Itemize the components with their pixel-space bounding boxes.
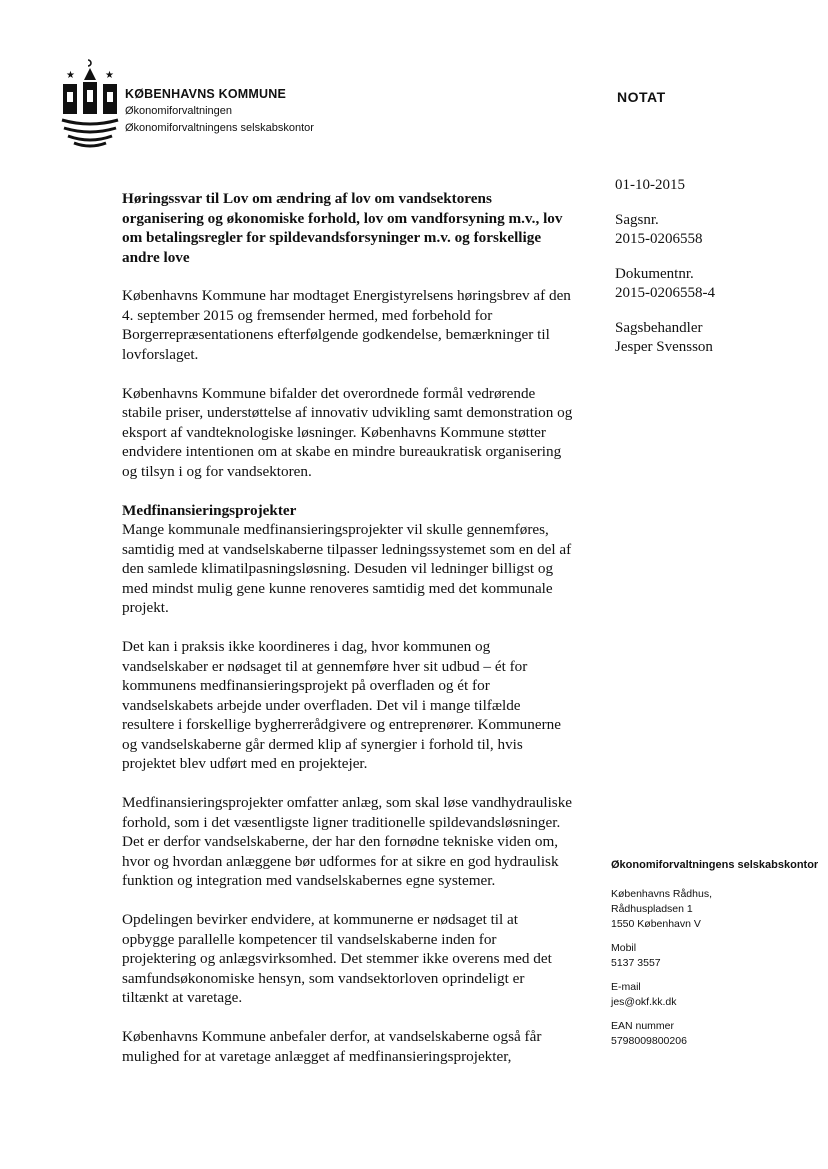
contact-address [611,887,818,932]
case-handler-group [615,319,715,357]
email-label: E-mail [611,981,641,993]
paragraph-cofinancing: Mange kommunale medfinansieringsprojekter vil skulle gennemføres, samtidig med at vandselskaberne tilpasser ledningssystemet som en del af den samlede klimatilpasningsløsning. Desuden vil ledninger billigst og med mindst mulig gene kunne renoveres samtidig med det kommunale projekt. [122,521,572,616]
contact-mobile [611,941,818,971]
address-line-1: Københavns Rådhus, [611,888,712,900]
case-handler-label: Sagsbehandler [615,320,703,336]
document-type: NOTAT [617,89,666,105]
paragraph-support: Københavns Kommune bifalder det overordnede formål vedrørende stabile priser, understøttelse af innovativ udvikling samt demonstration og eksport af vandteknologiske løsninger. Københavns Kommune støtter endvidere intentionen om at skabe en mindre bureaukratisk organisering og tilsyn i og for vandsektoren. [122,384,573,480]
contact-ean [611,1019,818,1049]
mobile-number: 5137 3557 [611,957,661,969]
contact-office-name: Økonomiforvaltningens selskabskontor [611,859,819,871]
paragraph-intro: Københavns Kommune har modtaget Energistyrelsens høringsbrev af den 4. september 2015 og fremsender hermed, med forbehold for Borgerrepræsentationens efterfølgende godkendelse, bemærkninger til lovforslaget. [122,287,571,363]
contact-block [611,858,818,1058]
paragraph-competences: Opdelingen bevirker endvidere, at kommunerne er nødsaget til at opbygge parallelle kompetencer til vandselskaberne inden for projektering og anlægsvirksomhed. Det stemmer ikke overens med det samfundsøkonomiske hensyn, som vandsektorloven oprindeligt er tiltænkt at varetage. [122,911,552,1006]
org-sub-department: Økonomiforvaltningens selskabskontor [125,122,314,134]
document-number-label: Dokumentnr. [615,266,694,282]
address-line-3: 1550 København V [611,918,701,930]
svg-text:★: ★ [105,70,114,81]
document-number-group [615,265,715,303]
paragraph-coordination: Det kan i praksis ikke koordineres i dag, hvor kommunen og vandselskaber er nødsaget til at gennemføre hver sit udbud – ét for kommunens medfinansieringsprojekt på overfladen og ét for vandselskabets arbejde under overfladen. Det vil i mange tilfælde resultere i forskellige bygherrerådgivere og entreprenører. Kommunerne og vandselskaberne går dermed klip af synergier i forhold til, hvis projektet blev udført med en projektejer. [122,638,561,772]
paragraph-hydraulics: Medfinansieringsprojekter omfatter anlæg, som skal løse vandhydrauliske forhold, som i det væsentligste ligner traditionelle spildevandsløsninger. Det er derfor vandselskaberne, der har den fornødne tekniske viden om, hvor og hvordan anlæggene bør udformes for at sikre en god hydraulisk funktion og integration med vandselskabernes egne systemer. [122,794,573,889]
kobenhavns-kommune-logo-icon [60,58,120,150]
paragraph-recommendation: Københavns Kommune anbefaler derfor, at vandselskaberne også får mulighed for at varetage anlægget af medfinansieringsprojekter, [122,1028,542,1065]
address-line-2: Rådhuspladsen 1 [611,903,693,915]
case-number: 2015-0206558 [615,231,703,247]
document-date: 01-10-2015 [615,177,685,193]
case-number-label: Sagsnr. [615,212,659,228]
svg-text:★: ★ [66,70,75,81]
ean-number: 5798009800206 [611,1035,687,1047]
document-meta [615,176,715,373]
mobile-label: Mobil [611,942,637,954]
case-handler-name: Jesper Svensson [615,339,713,355]
org-department: Økonomiforvaltningen [125,105,233,117]
document-body [122,189,574,1086]
contact-email [611,980,818,1010]
document-title: Høringssvar til Lov om ændring af lov om vandsektorens organisering og økonomiske forhold, lov om vandforsyning m.v., lov om betalingsregler for spildevandsforsyninger m.v. og forskellige andre love [122,190,563,266]
case-number-group [615,211,715,249]
organisation-block [125,86,314,137]
ean-label: EAN nummer [611,1020,675,1032]
section-heading: Medfinansieringsprojekter [122,501,297,519]
email-address: jes@okf.kk.dk [611,996,677,1008]
document-number: 2015-0206558-4 [615,285,715,301]
org-name: KØBENHAVNS KOMMUNE [125,87,287,101]
